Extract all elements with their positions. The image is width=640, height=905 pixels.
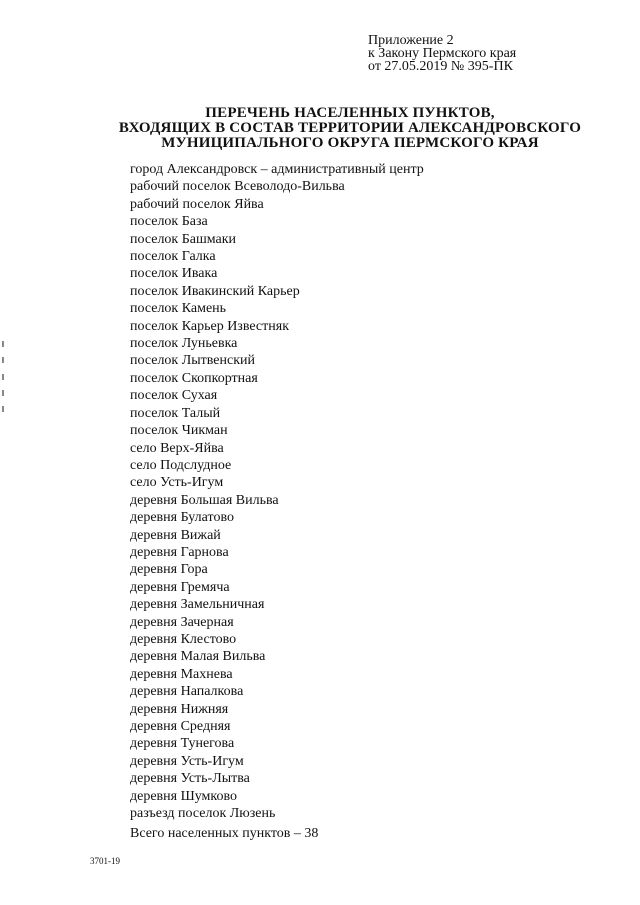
list-item: деревня Вижай	[130, 527, 221, 543]
list-item: деревня Напалкова	[130, 684, 244, 700]
scan-margin-mark	[2, 390, 4, 396]
list-item: деревня Средняя	[130, 719, 231, 734]
title-line-3: МУНИЦИПАЛЬНОГО ОКРУГА ПЕРМСКОГО КРАЯ	[161, 135, 539, 151]
list-item: деревня Тунегова	[130, 736, 235, 752]
scan-margin-mark	[2, 341, 4, 347]
list-item: деревня Усть-Игум	[130, 753, 244, 769]
list-item: село Усть-Игум	[130, 475, 224, 491]
list-item: деревня Зачерная	[130, 614, 234, 630]
list-item: поселок Камень	[130, 301, 227, 317]
list-item: деревня Клестово	[130, 631, 237, 647]
list-item: село Подслудное	[130, 457, 232, 473]
list-item: поселок Ивакинский Карьер	[130, 283, 300, 299]
list-item: поселок Чикман	[130, 423, 228, 439]
list-item: село Верх-Яйва	[130, 440, 224, 456]
list-item: деревня Булатово	[130, 510, 234, 526]
list-item: деревня Большая Вильва	[130, 492, 279, 508]
list-item: поселок Галка	[130, 249, 216, 265]
list-item: деревня Нижняя	[130, 701, 229, 717]
settlement-list	[130, 161, 424, 822]
list-item: поселок Луньевка	[130, 336, 238, 352]
list-item: рабочий поселок Всеволодо-Вильва	[130, 179, 345, 195]
list-item: поселок Башмаки	[130, 231, 237, 247]
list-item: поселок База	[130, 214, 208, 230]
list-item: деревня Замельничная	[130, 597, 265, 613]
list-item: поселок Ивака	[130, 266, 218, 282]
scan-margin-mark	[2, 374, 4, 380]
list-item: деревня Махнева	[130, 666, 233, 682]
list-item: город Александровск – административный центр	[130, 162, 424, 177]
list-item: деревня Усть-Лытва	[130, 771, 250, 787]
list-item: деревня Гарнова	[130, 544, 229, 560]
scan-margin-mark	[2, 406, 4, 412]
document-number: 3701-19	[90, 856, 120, 866]
list-item: деревня Шумково	[130, 788, 237, 804]
settlement-total: Всего населенных пунктов – 38	[130, 826, 319, 841]
title-line-1: ПЕРЕЧЕНЬ НАСЕЛЕННЫХ ПУНКТОВ,	[205, 105, 495, 121]
list-item: разъезд поселок Люзень	[130, 806, 276, 822]
list-item: поселок Лытвенский	[130, 353, 255, 369]
appendix-number: Приложение 2	[368, 33, 454, 48]
list-item: деревня Малая Вильва	[130, 649, 266, 665]
document-title	[60, 106, 640, 151]
appendix-date: от 27.05.2019 № 395-ПК	[368, 59, 513, 74]
scan-margin-mark	[2, 357, 4, 363]
list-item: поселок Талый	[130, 405, 221, 421]
list-item: деревня Гремяча	[130, 579, 230, 595]
title-line-2: ВХОДЯЩИХ В СОСТАВ ТЕРРИТОРИИ АЛЕКСАНДРОВСКОГО	[118, 120, 582, 136]
list-item: поселок Скопкортная	[130, 370, 258, 386]
list-item: поселок Карьер Известняк	[130, 318, 289, 334]
appendix-law: к Закону Пермского края	[368, 46, 517, 61]
appendix-header	[368, 34, 516, 73]
list-item: поселок Сухая	[130, 388, 218, 404]
list-item: деревня Гора	[130, 562, 208, 578]
list-item: рабочий поселок Яйва	[130, 196, 264, 212]
